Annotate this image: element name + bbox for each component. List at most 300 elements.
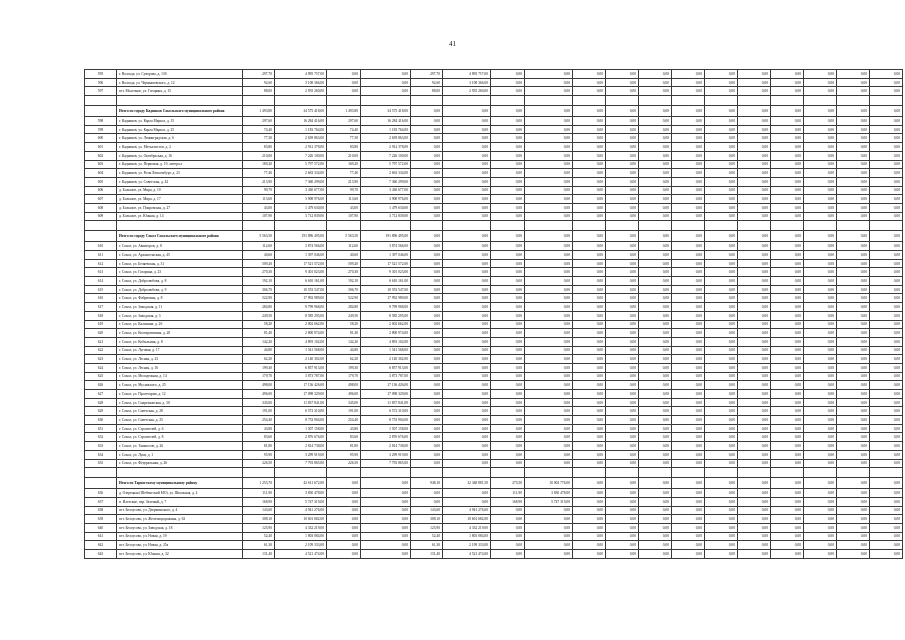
table-cell: 1 183 764,00 [361,125,411,134]
table-cell: 0,00 [771,268,804,277]
table-cell: 3 108 366,00 [443,78,491,87]
table-row [85,186,903,195]
table-cell: 0,00 [525,285,573,294]
table-cell: 0,00 [870,407,903,416]
table-cell: 0,00 [804,442,837,451]
table-cell: 0,00 [639,285,672,294]
table-cell: 0,00 [672,506,705,515]
table-row [85,416,903,425]
table-cell: 0,00 [837,497,870,506]
table-cell: 112,60 [327,242,361,251]
table-cell: 0,00 [870,363,903,372]
table-cell: 0,00 [606,381,639,390]
table-cell: 0,00 [672,134,705,143]
table-cell: 0,00 [705,303,738,312]
table-cell: 0,00 [738,346,771,355]
table-cell: 619 [85,320,117,329]
table-cell: 0,00 [804,106,837,117]
table-cell: 0,00 [491,277,525,286]
table-cell: 0,00 [411,311,443,320]
table-cell: 0,00 [837,125,870,134]
table-cell: 0,00 [672,459,705,468]
table-cell: 0,00 [804,489,837,498]
table-cell: 6 572 310,00 [361,407,411,416]
table-cell: 0,00 [705,337,738,346]
table-cell: 1 803 084,00 [443,532,491,541]
table-cell: 0,00 [411,320,443,329]
table-cell: 0,00 [804,541,837,550]
table-cell: 0,00 [411,372,443,381]
table-cell: 0,00 [525,151,573,160]
table-cell: 0,00 [639,497,672,506]
table-cell: 0,00 [639,433,672,442]
table-cell: 0,00 [738,231,771,242]
table-cell: 0,00 [804,478,837,489]
table-row [85,337,903,346]
table-cell: 0,00 [443,231,491,242]
table-cell: 0,00 [573,186,606,195]
table-row [85,433,903,442]
table-row [85,78,903,87]
table-cell: 0,00 [771,303,804,312]
table-cell: 0,00 [672,523,705,532]
table-cell: 0,00 [573,390,606,399]
table-cell: 0,00 [525,398,573,407]
table-cell: 0,00 [573,143,606,152]
table-row [85,169,903,178]
table-cell: 0,00 [327,532,361,541]
table-cell: 0,00 [738,212,771,221]
table-cell [411,96,443,106]
table-cell: пгт. Белоусово, ул. Новая, д. 25а [117,541,243,550]
table-cell: 8 585 295,00 [361,311,411,320]
table-cell: 0,00 [870,390,903,399]
table-cell: 0,00 [525,372,573,381]
table-cell: 0,00 [705,87,738,96]
table-cell: 2 912 378,00 [361,143,411,152]
table-cell: 0,00 [411,450,443,459]
table-cell: 0,00 [443,372,491,381]
table-cell: 0,00 [804,372,837,381]
table-cell: 0,00 [870,532,903,541]
table-cell: 0,00 [639,329,672,338]
table-cell: 11 837 841,00 [361,398,411,407]
table-cell [771,96,804,106]
table-row [85,372,903,381]
table-cell: 0,00 [672,277,705,286]
table-cell: 0,00 [491,407,525,416]
table-cell: 0,00 [738,424,771,433]
table-cell: г. Сокол, ул. Лесная, д. 16 [117,363,243,372]
table-cell: 0,00 [606,151,639,160]
table-cell: 0,00 [639,242,672,251]
table-cell: 345,00 [327,398,361,407]
table-cell: 0,00 [672,478,705,489]
table-cell: 0,00 [870,268,903,277]
table-cell: 0,00 [804,134,837,143]
table-cell: 0,00 [525,251,573,260]
table-cell: 0,00 [639,407,672,416]
subtotal-row [85,231,903,242]
table-cell: 0,00 [837,381,870,390]
table-cell: 9 799 968,00 [361,303,411,312]
table-cell: 0,00 [443,329,491,338]
table-cell: 1 479 630,00 [275,203,327,212]
table-cell: 4 895 757,00 [443,70,491,79]
table-cell: г. Кадников, ул. Октябрьская, д. 16 [117,151,243,160]
table-cell: 0,00 [606,203,639,212]
table-cell: 0,00 [870,398,903,407]
table-cell: 608 [85,203,117,212]
table-row [85,125,903,134]
table-cell: 7 226 100,00 [275,151,327,160]
table-cell: 0,00 [411,355,443,364]
table-cell: 0,00 [705,450,738,459]
table-cell: 0,00 [606,303,639,312]
table-cell: 0,00 [573,203,606,212]
table-cell: 0,00 [639,372,672,381]
table-cell: 0,00 [837,143,870,152]
table-row [85,329,903,338]
table-cell [705,96,738,106]
table-cell: 610 [85,242,117,251]
table-cell: 0,00 [443,117,491,126]
table-cell: 0,00 [837,285,870,294]
table-cell: 0,00 [606,117,639,126]
table-cell: 0,00 [804,346,837,355]
table-cell: 0,00 [870,277,903,286]
table-cell: 0,00 [738,87,771,96]
table-cell: 0,00 [443,320,491,329]
table-cell: 0,00 [804,285,837,294]
table-cell [443,96,491,106]
table-cell [606,96,639,106]
table-cell: 77,30 [327,134,361,143]
table-cell: 2 002 662,00 [361,320,411,329]
table-cell: 0,00 [837,337,870,346]
table-cell [85,478,117,489]
table-cell: 0,00 [738,337,771,346]
table-cell [573,221,606,231]
table-cell: 44,80 [327,346,361,355]
table-cell: 0,00 [443,212,491,221]
table-cell: 0,00 [525,134,573,143]
table-cell: 0,00 [870,346,903,355]
table-cell: 0,00 [411,459,443,468]
table-cell: 0,00 [705,320,738,329]
table-cell: 0,00 [738,459,771,468]
table-cell: 4 895 757,00 [275,70,327,79]
table-cell: 0,00 [837,160,870,169]
table-cell: 0,00 [771,169,804,178]
table-cell: 0,00 [804,242,837,251]
table-cell: 0,00 [443,433,491,442]
table-cell [771,468,804,478]
table-cell: 643 [85,550,117,559]
table-cell: 0,00 [525,87,573,96]
table-cell: 0,00 [361,70,411,79]
table-cell: 0,00 [738,355,771,364]
table-cell: 0,00 [870,125,903,134]
table-cell: г. Сокол, ул. Луки, д. 1 [117,450,243,459]
table-cell: 6 610 161,00 [361,277,411,286]
table-cell: 0,00 [705,489,738,498]
table-cell: 58,20 [327,320,361,329]
table-cell: 0,00 [705,259,738,268]
table-cell: 0,00 [837,203,870,212]
table-cell: 0,00 [361,497,411,506]
table-row [85,259,903,268]
table-cell: 0,00 [491,242,525,251]
table-cell: 0,00 [639,489,672,498]
table-cell: 0,00 [443,151,491,160]
table-cell: 0,00 [837,433,870,442]
table-cell [85,106,117,117]
table-cell: 254,40 [327,416,361,425]
table-cell: 113,60 [243,195,275,204]
table-cell: 81,40 [327,329,361,338]
table-row [85,450,903,459]
table-cell: 0,00 [573,550,606,559]
table-cell: 0,00 [771,212,804,221]
table-cell: 192,10 [327,277,361,286]
table-cell: 0,00 [771,277,804,286]
table-cell: г. Сокол, ул. Авиаторов, д. 8 [117,242,243,251]
table-cell: 0,00 [525,523,573,532]
table-cell: 0,00 [705,70,738,79]
table-cell: 9 301 023,00 [275,268,327,277]
table-cell: 0,00 [804,143,837,152]
table-cell: 0,00 [705,523,738,532]
table-cell: 40,60 [327,251,361,260]
table-cell: 0,00 [738,151,771,160]
table-cell: 0,00 [443,424,491,433]
table-cell: 0,00 [525,390,573,399]
table-cell: 169,20 [243,160,275,169]
table-cell: 3 908 976,00 [361,195,411,204]
table-row [85,117,903,126]
table-cell: 0,00 [491,363,525,372]
table-cell: 0,00 [771,125,804,134]
table-cell: 0,00 [672,212,705,221]
table-cell: 3 108 366,00 [275,78,327,87]
table-cell: 598 [85,117,117,126]
table-cell: 0,00 [411,381,443,390]
table-cell: 0,00 [573,242,606,251]
table-cell: 0,00 [771,433,804,442]
table-cell: 0,00 [443,337,491,346]
table-cell: 3 430 677,00 [275,186,327,195]
table-cell: 0,00 [639,160,672,169]
table-cell: 0,00 [837,398,870,407]
table-cell: 0,00 [837,459,870,468]
table-cell: 0,00 [771,87,804,96]
table-cell: 4 332 219,00 [275,523,327,532]
table-cell: 5 747 319,00 [275,497,327,506]
table-cell: 191,00 [243,407,275,416]
table-cell: 81,80 [243,442,275,451]
table-cell: 0,00 [837,506,870,515]
table-cell: 249,50 [327,311,361,320]
table-cell: 0,00 [525,433,573,442]
table-cell: 43,00 [327,203,361,212]
table-cell: 0,00 [573,303,606,312]
table-cell: пгт. Белоусово, ул. Дзержинского, д. 4 [117,506,243,515]
table-cell: 0,00 [870,303,903,312]
table-row [85,303,903,312]
table-cell: 16 284 416,00 [275,117,327,126]
table-cell: д. Большое, ул. Покровская, д. 27 [117,203,243,212]
table-cell: 0,00 [738,381,771,390]
table-cell: 213,90 [327,177,361,186]
table-cell: 0,00 [705,231,738,242]
table-cell: 0,00 [525,268,573,277]
table-cell: г. Сокол, ул. Строителей, д. 8 [117,433,243,442]
table-cell: 0,00 [705,143,738,152]
table-cell: 0,00 [771,186,804,195]
table-cell: г. Кадников, ул. Металлистов, д. 2 [117,143,243,152]
table-cell: 0,00 [870,416,903,425]
table-cell: 0,00 [705,442,738,451]
table-row [85,497,903,506]
table-cell: 0,00 [491,372,525,381]
table-cell: 0,00 [573,251,606,260]
table-cell: 614 [85,277,117,286]
table-cell: 0,00 [771,497,804,506]
table-cell: 125,90 [243,523,275,532]
table-cell: 0,00 [525,407,573,416]
table-cell [705,221,738,231]
table-cell: 1 493,80 [327,106,361,117]
table-row [85,363,903,372]
table-cell: 0,00 [606,143,639,152]
table-cell: 0,00 [837,416,870,425]
table-cell: г. Сокол, ул. Беляевская, д. 31 [117,259,243,268]
table-cell: 0,00 [672,433,705,442]
table-cell: 0,00 [870,294,903,303]
table-cell: 284,80 [243,303,275,312]
table-cell: г. Сокол, ул. Кобыльник, д. 8 [117,337,243,346]
table-cell [491,221,525,231]
table-cell: 3 873 787,00 [275,372,327,381]
table-cell: г. Сокол, ул. Кооперативная, д. 20 [117,329,243,338]
table-cell: 99,70 [243,186,275,195]
table-cell: 88,00 [411,87,443,96]
table-cell: 0,00 [738,416,771,425]
table-cell: 0,00 [672,489,705,498]
table-cell: 3 712 839,00 [275,212,327,221]
table-row [85,268,903,277]
table-cell: 0,00 [870,231,903,242]
table-cell: пгт. Белоусово, ул. Железнодорожная, д. 63 [117,515,243,524]
table-cell: 0,00 [738,143,771,152]
table-cell: 5 563,50 [243,231,275,242]
table-cell: 0,00 [837,277,870,286]
table-row [85,523,903,532]
table-cell: 0,00 [525,355,573,364]
table-cell: 0,00 [672,329,705,338]
table-cell: 226,50 [327,459,361,468]
table-cell: 191 896 495,00 [361,231,411,242]
table-cell: 0,00 [705,78,738,87]
table-cell: 0,00 [738,320,771,329]
table-cell: 62,20 [327,355,361,364]
table-cell: 0,00 [804,506,837,515]
table-cell: 0,00 [411,117,443,126]
table-cell: 0,00 [672,195,705,204]
table-cell: 0,00 [573,311,606,320]
table-cell: 1 541 568,00 [361,346,411,355]
table-cell: 0,00 [411,442,443,451]
table-cell: 0,00 [837,320,870,329]
table-cell: 0,00 [525,424,573,433]
table-cell: 7 360 299,00 [361,177,411,186]
table-cell: 0,00 [639,523,672,532]
table-cell: 81,40 [243,329,275,338]
table-cell [327,221,361,231]
table-cell: 0,00 [804,390,837,399]
table-cell: д. Большое, ул. Мира, д. 10 [117,186,243,195]
table-cell: 0,00 [573,506,606,515]
table-cell: 0,00 [771,231,804,242]
table-cell: 0,00 [804,70,837,79]
table-cell: 0,00 [639,106,672,117]
table-cell: 0,00 [606,320,639,329]
table-cell: 612 [85,259,117,268]
table-cell: 11 837 841,00 [275,398,327,407]
table-cell: 0,00 [771,416,804,425]
table-cell: 0,00 [804,268,837,277]
table-cell: 0,00 [870,450,903,459]
table-cell: 0,00 [606,87,639,96]
table-cell: 0,00 [672,407,705,416]
table-cell: 0,00 [411,337,443,346]
table-cell: 0,00 [672,268,705,277]
table-cell: 604 [85,169,117,178]
table-cell: 0,00 [411,231,443,242]
table-cell: 636 [85,489,117,498]
table-cell: 107,90 [243,212,275,221]
table-cell: 0,00 [491,231,525,242]
table-cell: 0,00 [327,523,361,532]
table-cell: 0,00 [837,134,870,143]
table-cell: 0,00 [606,541,639,550]
table-cell: 0,00 [804,160,837,169]
table-cell: 77,40 [243,169,275,178]
table-cell: 213,90 [243,177,275,186]
table-cell: 0,00 [804,523,837,532]
table-cell: 0,00 [639,346,672,355]
table-cell: 0,00 [738,478,771,489]
table-cell: 0,00 [411,294,443,303]
table-cell: 0,00 [804,416,837,425]
table-cell: 0,00 [837,424,870,433]
table-cell: 0,00 [639,303,672,312]
table-cell: 2 109 333,00 [275,541,327,550]
table-cell [243,221,275,231]
table-cell: 0,00 [804,151,837,160]
table-cell: 0,00 [411,268,443,277]
table-cell: 0,00 [771,70,804,79]
table-cell: 0,00 [837,407,870,416]
table-cell: 2 663 334,00 [361,169,411,178]
table-cell: 0,00 [672,390,705,399]
table-cell: 606 [85,186,117,195]
table-cell: 42 611 672,00 [275,478,327,489]
table-cell: 17 992 989,00 [275,294,327,303]
table-cell: 0,00 [639,478,672,489]
table-row [85,294,903,303]
